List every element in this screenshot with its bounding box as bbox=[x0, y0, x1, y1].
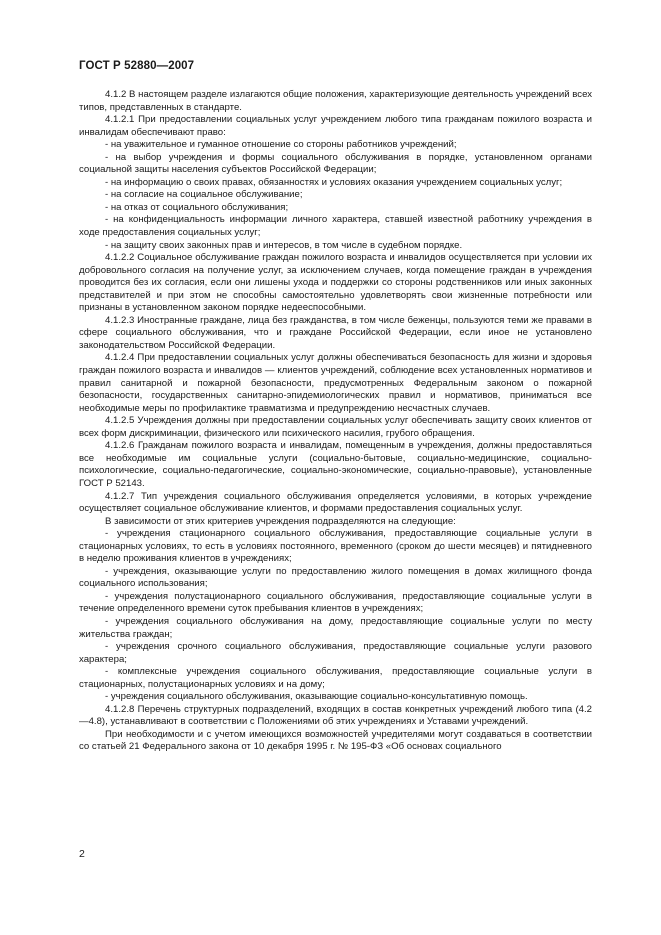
paragraph: В зависимости от этих критериев учреждения подразделяются на следующие: bbox=[105, 515, 456, 527]
paragraph: 4.1.2.7 Тип учреждения социального обслуживания определяется условиями, в которых учреждение осуществляет социальное обслуживание клиентов, и формами предоставления социальных услуг. bbox=[79, 490, 592, 515]
list-item: - на выбор учреждения и формы социального обслуживания в порядке, установленном органами социальной защиты населения субъектов Российской Федерации; bbox=[79, 151, 592, 176]
list-item: - учреждения социального обслуживания на дому, предоставляющие социальные услуги по месту жительства граждан; bbox=[79, 615, 592, 640]
paragraph: 4.1.2.3 Иностранные граждане, лица без гражданства, в том числе беженцы, пользуются теми же правами в сфере социального обслуживания, что и граждане Российской Федерации, если иное не установлено законодательством Российской Федерации. bbox=[79, 314, 592, 351]
list-item: - комплексные учреждения социального обслуживания, предоставляющие социальные услуги в стационарных, полустационарных условиях и на дому; bbox=[79, 666, 592, 690]
list-item: - учреждения стационарного социального обслуживания, предоставляющие социальные услуги в стационарных условиях, то есть в условиях постоянного, временного (сроком до шести месяцев) и пятидневного в неделю проживания клиентов в учреждениях; bbox=[79, 528, 592, 565]
list-item: - учреждения социального обслуживания, оказывающие социально-консультативную помощь. bbox=[105, 691, 528, 703]
list-item: - учреждения, оказывающие услуги по предоставлению жилого помещения в домах жилищного фонда социального использования; bbox=[79, 565, 592, 590]
list-item: - на уважительное и гуманное отношение со стороны работников учреждений; bbox=[105, 139, 457, 151]
list-item: - на защиту своих законных прав и интересов, в том числе в судебном порядке. bbox=[105, 239, 463, 251]
list-item: - на согласие на социальное обслуживание; bbox=[105, 189, 303, 201]
paragraph: 4.1.2.8 Перечень структурных подразделений, входящих в состав конкретных учреждений любого типа (4.2—4.8), устанавливают в соответствии с Положениями об этих учреждениях и Уставами учреждений. bbox=[79, 703, 592, 728]
list-item: - учреждения полустационарного социального обслуживания, предоставляющие социальные услуги в течение определенного времени суток пребывания клиентов в учреждениях; bbox=[79, 590, 592, 615]
paragraph: 4.1.2.2 Социальное обслуживание граждан пожилого возраста и инвалидов осуществляется при условии их добровольного согласия на получение услуг, за исключением случаев, когда помещение граждан в учреждения проводится без их согласия, если они лишены ухода и поддержки со стороны родственников или иных законных представителей и при этом не способны самостоятельно удовлетворять свои жизненные потребности или признаны в установленном законом порядке недееспособными. bbox=[79, 252, 592, 314]
list-item: - на отказ от социального обслуживания; bbox=[105, 201, 289, 213]
paragraph: 4.1.2.4 При предоставлении социальных услуг должны обеспечиваться безопасность для жизни и здоровья граждан пожилого возраста и инвалидов — клиентов учреждений, соблюдение всех установленных нормативов и правил санитарной и пожарной безопасности, предусмотренных Федеральным законом о пожарной безопасности, государственных санитарно-эпидемиологических правил и нормативов, приниматься все необходимые меры по профилактике травматизма и предупреждению несчастных случаев. bbox=[79, 352, 592, 414]
paragraph: 4.1.2 В настоящем разделе излагаются общие положения, характеризующие деятельность учреждений всех типов, представленных в стандарте. bbox=[79, 89, 592, 113]
list-item: - на конфиденциальность информации личного характера, ставшей известной работнику учреждения в ходе предоставления социальных услуг; bbox=[79, 214, 592, 239]
paragraph: 4.1.2.1 При предоставлении социальных услуг учреждением любого типа гражданам пожилого возраста и инвалидам обеспечивают право: bbox=[79, 114, 592, 138]
list-item: - на информацию о своих правах, обязанностях и условиях оказания учреждением социальных услуг; bbox=[105, 176, 563, 188]
document-body bbox=[79, 89, 592, 754]
page-number: 2 bbox=[79, 848, 85, 860]
list-item: - учреждения срочного социального обслуживания, предоставляющие социальные услуги разового характера; bbox=[79, 641, 592, 665]
paragraph: 4.1.2.6 Гражданам пожилого возраста и инвалидам, помещенным в учреждения, должны предоставляться все необходимые им социальные услуги (социально-бытовые, социально-медицинские, социально-психологические, социально-педагогические, социально-экономические, социально-правовые), установленные ГОСТ Р 52143. bbox=[79, 440, 592, 489]
paragraph: При необходимости и с учетом имеющихся возможностей учредителями могут создаваться в соответствии со статьей 21 Федерального закона от 10 декабря 1995 г. № 195-ФЗ «Об основах социального bbox=[79, 728, 592, 753]
document-header: ГОСТ Р 52880—2007 bbox=[79, 60, 195, 72]
paragraph: 4.1.2.5 Учреждения должны при предоставлении социальных услуг обеспечивать защиту своих клиентов от всех форм дискриминации, физического или психического насилия, грубого обращения. bbox=[79, 415, 592, 439]
